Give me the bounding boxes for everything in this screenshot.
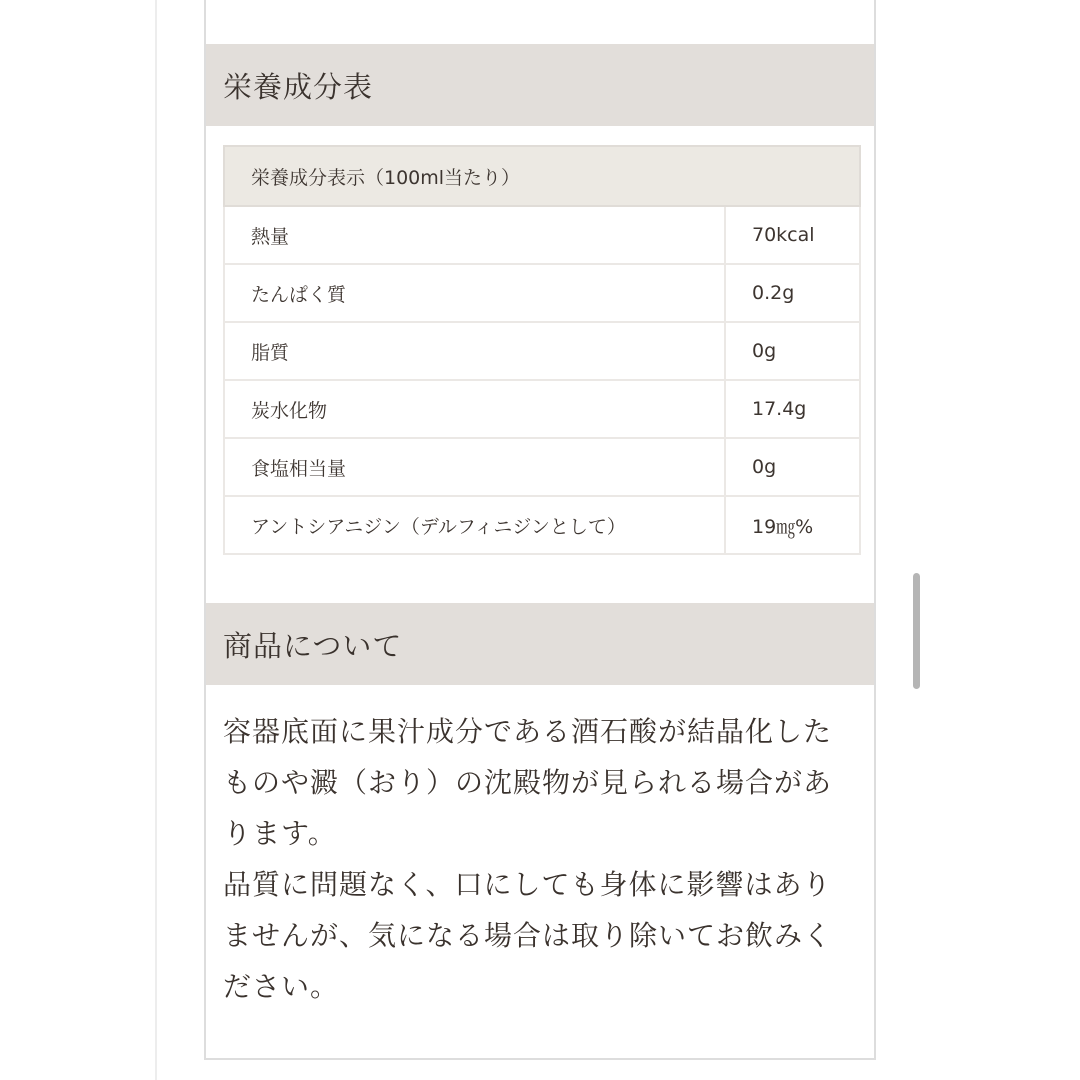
nutrient-value: 17.4g — [725, 380, 860, 438]
scrollbar-thumb[interactable] — [913, 573, 920, 689]
table-row — [224, 322, 860, 380]
nutrient-value: 0g — [725, 322, 860, 380]
table-row — [224, 380, 860, 438]
page-left-border — [155, 0, 157, 1080]
nutrition-section-title: 栄養成分表 — [223, 69, 374, 104]
nutrient-value: 0.2g — [725, 264, 860, 322]
nutrition-section-header — [206, 44, 874, 126]
nutrition-table-header-row — [224, 146, 860, 206]
nutrition-table — [223, 145, 861, 555]
about-description: 容器底面に果汁成分である酒石酸が結晶化したものや澱（おり）の沈殿物が見られる場合があります。 品質に問題なく、口にしても身体に影響はありませんが、気になる場合は取り除いてお飲みください。 — [223, 715, 833, 1003]
about-section-title: 商品について — [223, 628, 403, 663]
table-row — [224, 496, 860, 554]
nutrient-name: 食塩相当量 — [224, 438, 725, 496]
about-section-header — [206, 603, 874, 685]
nutrient-value: 19㎎% — [725, 496, 860, 554]
table-row — [224, 438, 860, 496]
table-row — [224, 206, 860, 264]
nutrient-name: 炭水化物 — [224, 380, 725, 438]
nutrition-table-header: 栄養成分表示（100ml当たり） — [224, 146, 860, 206]
table-row — [224, 264, 860, 322]
nutrient-value: 0g — [725, 438, 860, 496]
nutrient-name: たんぱく質 — [224, 264, 725, 322]
nutrient-name: 脂質 — [224, 322, 725, 380]
nutrient-value: 70kcal — [725, 206, 860, 264]
nutrient-name: アントシアニジン（デルフィニジンとして） — [224, 496, 725, 554]
product-info-card — [204, 0, 876, 1060]
nutrient-name: 熱量 — [224, 206, 725, 264]
